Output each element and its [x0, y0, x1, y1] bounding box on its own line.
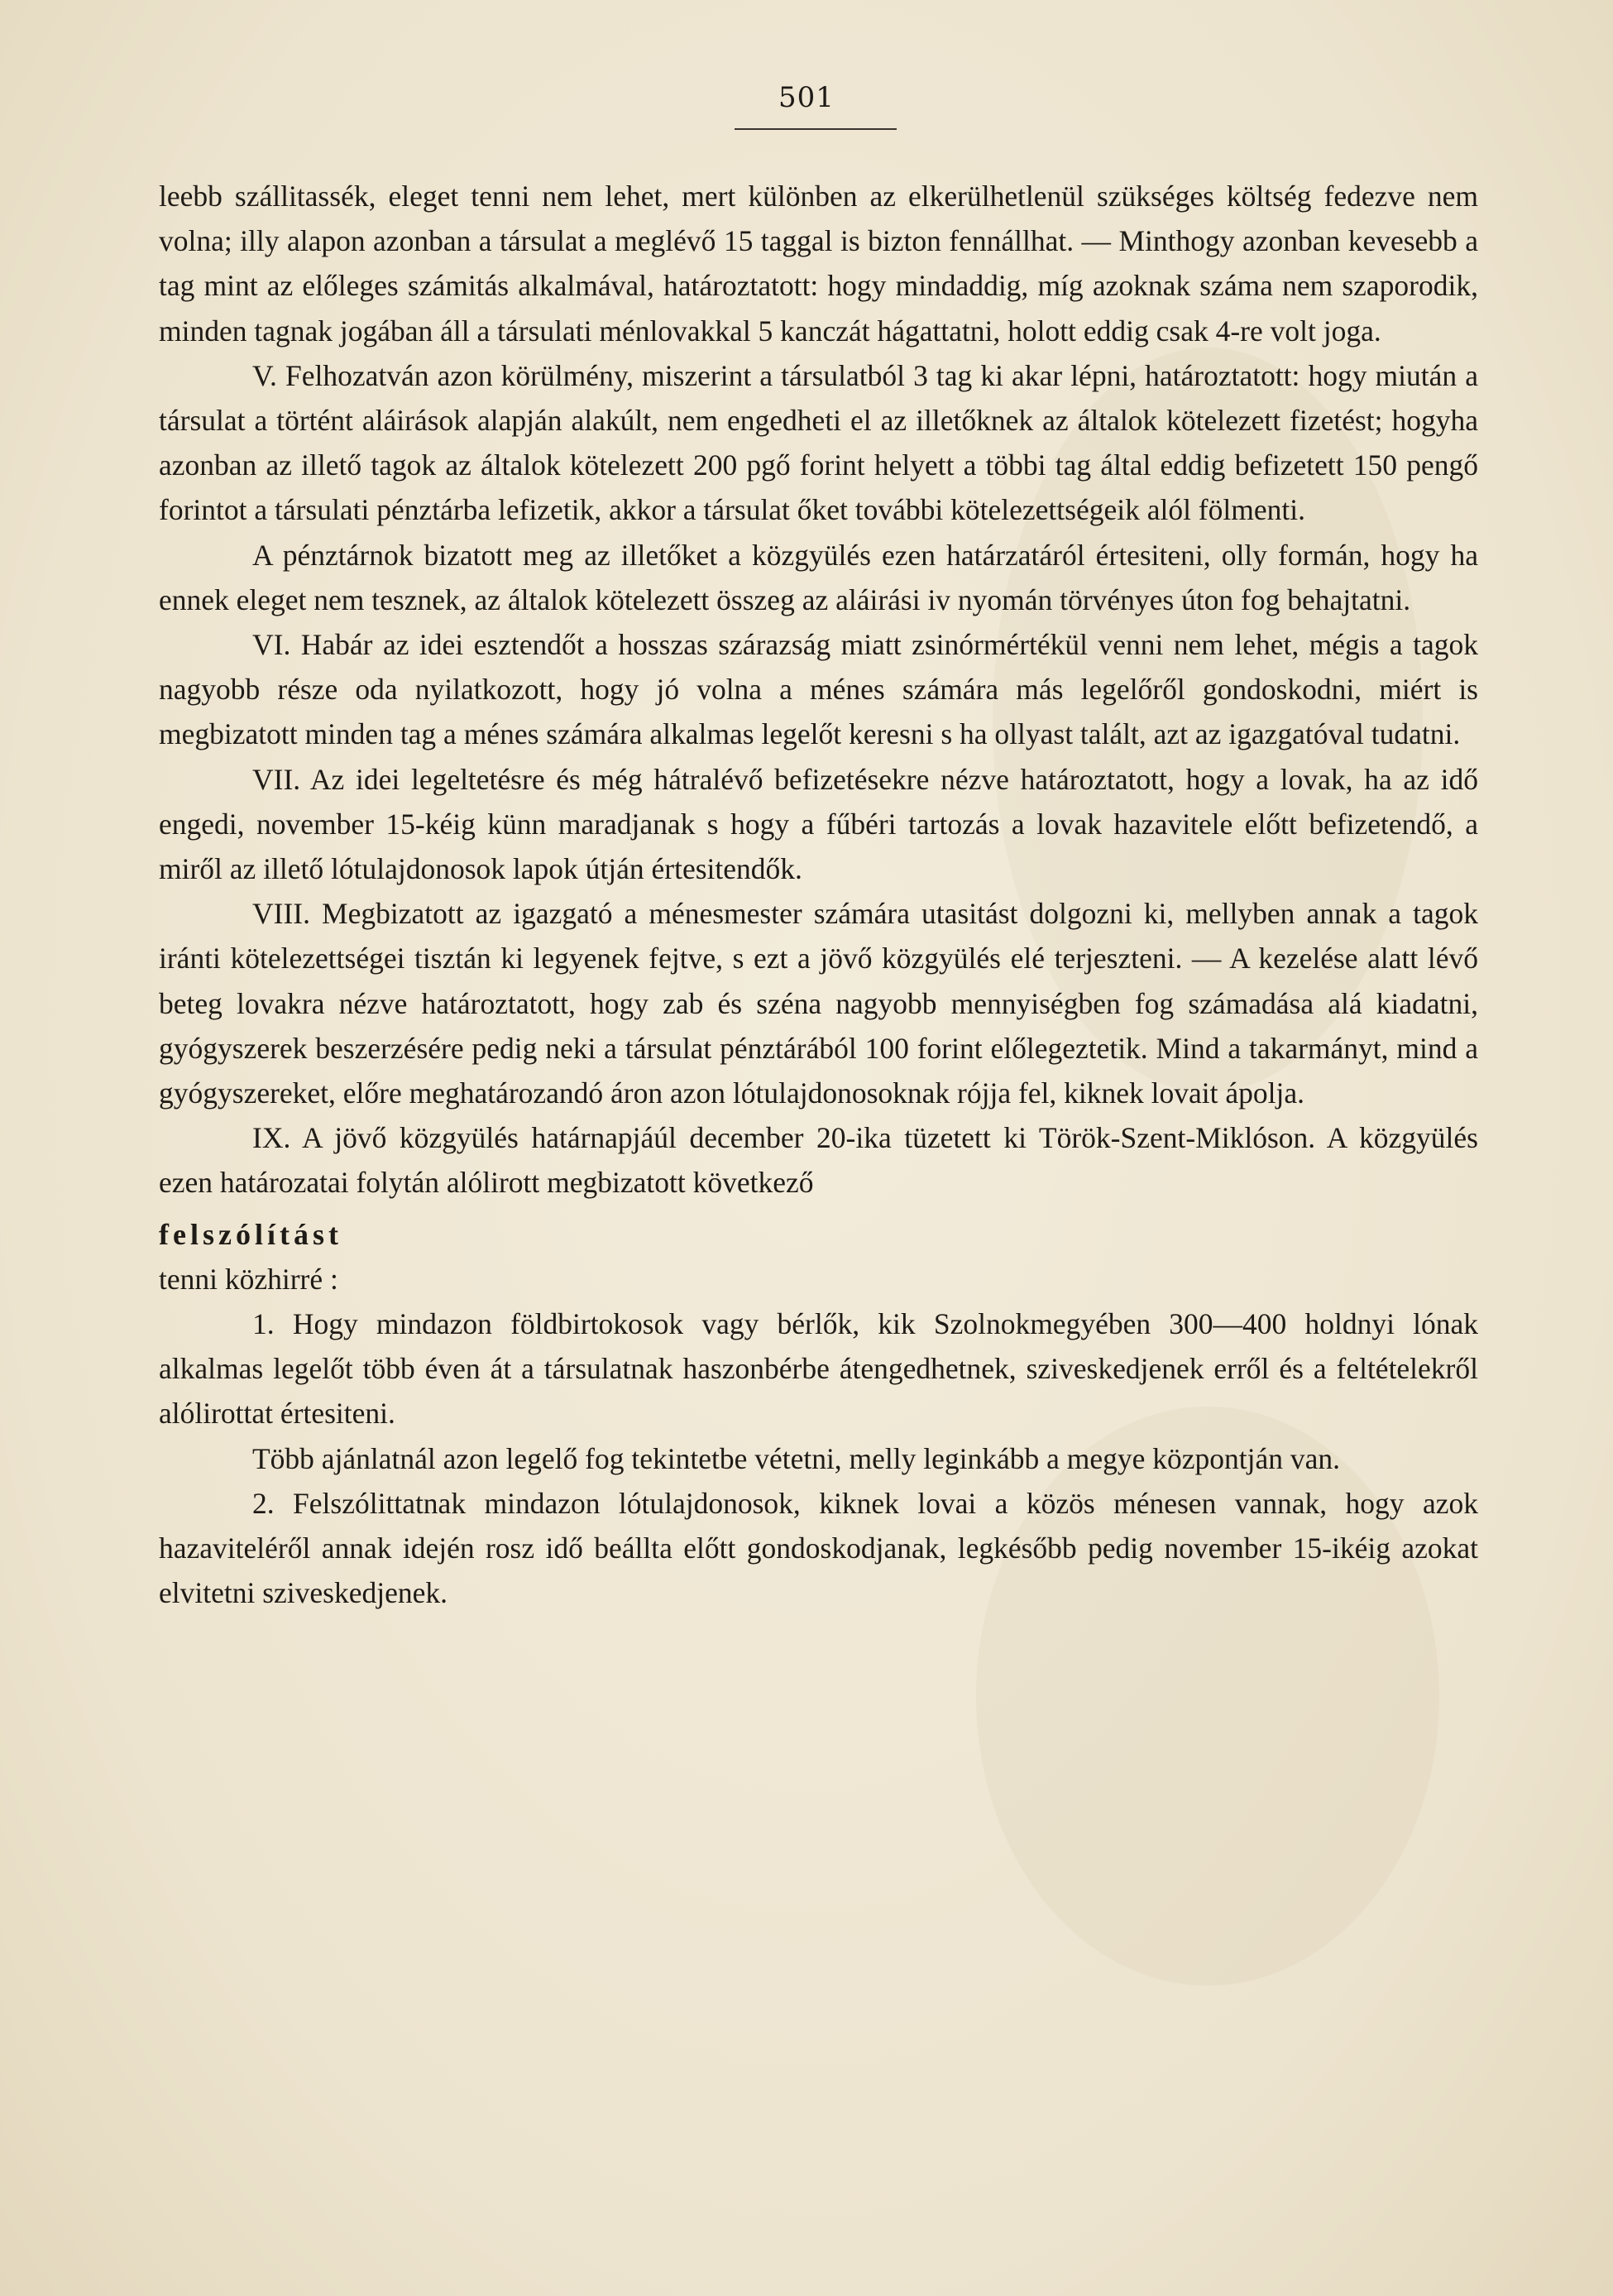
paragraph-section-vii: VII. Az idei legeltetésre és még hátralévő befizetésekre nézve határoztatott, hogy a lovak, ha az idő engedi, november 15-kéig künn maradjanak s hogy a fűbéri tartozás a lovak hazavitele előtt befizetendő, a miről az illető lótulajdonosok lapok útján értesitendők. [159, 762, 1478, 886]
page-number-rule [735, 128, 897, 130]
paragraph-treasurer: A pénztárnok bizatott meg az illetőket a közgyülés ezen határzatáról értesiteni, olly formán, hogy ha ennek eleget nem tesznek, az általok kötelezett összeg az aláirási iv nyomán törvényes úton fog behajtatni. [159, 538, 1478, 616]
paragraph-section-viii: VIII. Megbizatott az igazgató a ménesmester számára utasitást dolgozni ki, mellyben annak a tagok iránti kötelezettségei tisztán ki legyenek fejtve, s ezt a jövő közgyülés elé terjeszteni. — A kezelése alatt lévő beteg lovakra nézve határoztatott, hogy zab és széna nagyobb mennyiségben fog számadása alá kiadatni, gyógyszerek beszerzésére pedig neki a társulat pénztárából 100 forint előlegeztetik. Mind a takarmányt, mind a gyógyszereket, előre meghatározandó áron azon lótulajdonosoknak rójja fel, kiknek lovait ápolja. [159, 897, 1478, 1110]
notice-item-1: 1. Hogy mindazon földbirtokosok vagy bérlők, kik Szolnokmegyében 300—400 holdnyi lónak alkalmas legelőt több éven át a társulatnak haszonbérbe átengedhetnek, sziveskedjenek erről és a feltételekről alólirottat értesiteni. [159, 1307, 1478, 1431]
section-heading: felszólítást [159, 1217, 342, 1251]
body-text [159, 174, 1478, 1616]
paragraph-section-v: V. Felhozatván azon körülmény, miszerint a társulatból 3 tag ki akar lépni, határoztatott: hogy miután a társulat a történt aláirások alapján alakúlt, nem engedheti el az illetőknek az általok kötelezett fizetést; hogyha azonban az illető tagok az általok kötelezett 200 pgő forint helyett a többi tag által eddig befizetett 150 pengő forintot a társulati pénztárba lefizetik, akkor a társulat őket további kötelezettségeik alól fölmenti. [159, 358, 1478, 527]
after-heading-line: tenni közhirré : [159, 1262, 338, 1296]
notice-item-2: 2. Felszólittatnak mindazon lótulajdonosok, kiknek lovai a közös ménesen vannak, hogy azok hazaviteléről annak idején rosz idő beállta előtt gondoskodjanak, legkésőbb pedig november 15-ikéig azokat elvitetni sziveskedjenek. [159, 1486, 1478, 1610]
page-number: 501 [778, 81, 835, 114]
notice-item-note: Több ajánlatnál azon legelő fog tekintetbe vétetni, melly leginkább a megye központján van. [252, 1441, 1341, 1475]
paragraph-section-vi: VI. Habár az idei esztendőt a hosszas szárazság miatt zsinórmértékül venni nem lehet, mégis a tagok nagyobb része oda nyilatkozott, hogy jó volna a ménes számára más legelőről gondoskodni, miért is megbizatott minden tag a ménes számára alkalmas legelőt keresni s ha ollyast talált, azt az igazgatóval tudatni. [159, 628, 1478, 751]
paragraph-section-ix: IX. A jövő közgyülés határnapjáúl december 20-ika tüzetett ki Török-Szent-Miklóson. A közgyülés ezen határozatai folytán alólirott megbizatott következő [159, 1121, 1478, 1200]
paragraph-continuation: leebb szállitassék, eleget tenni nem lehet, mert különben az elkerülhetlenül szükséges költség fedezve nem volna; illy alapon azonban a társulat a meglévő 15 taggal is bizton fennállhat. — Minthogy azonban kevesebb a tag mint az előleges számitás alkalmával, határoztatott: hogy mindaddig, míg azoknak száma nem szaporodik, minden tagnak jogában áll a társulati ménlovakkal 5 kanczát hágattatni, holott eddig csak 4-re volt joga. [159, 180, 1478, 348]
